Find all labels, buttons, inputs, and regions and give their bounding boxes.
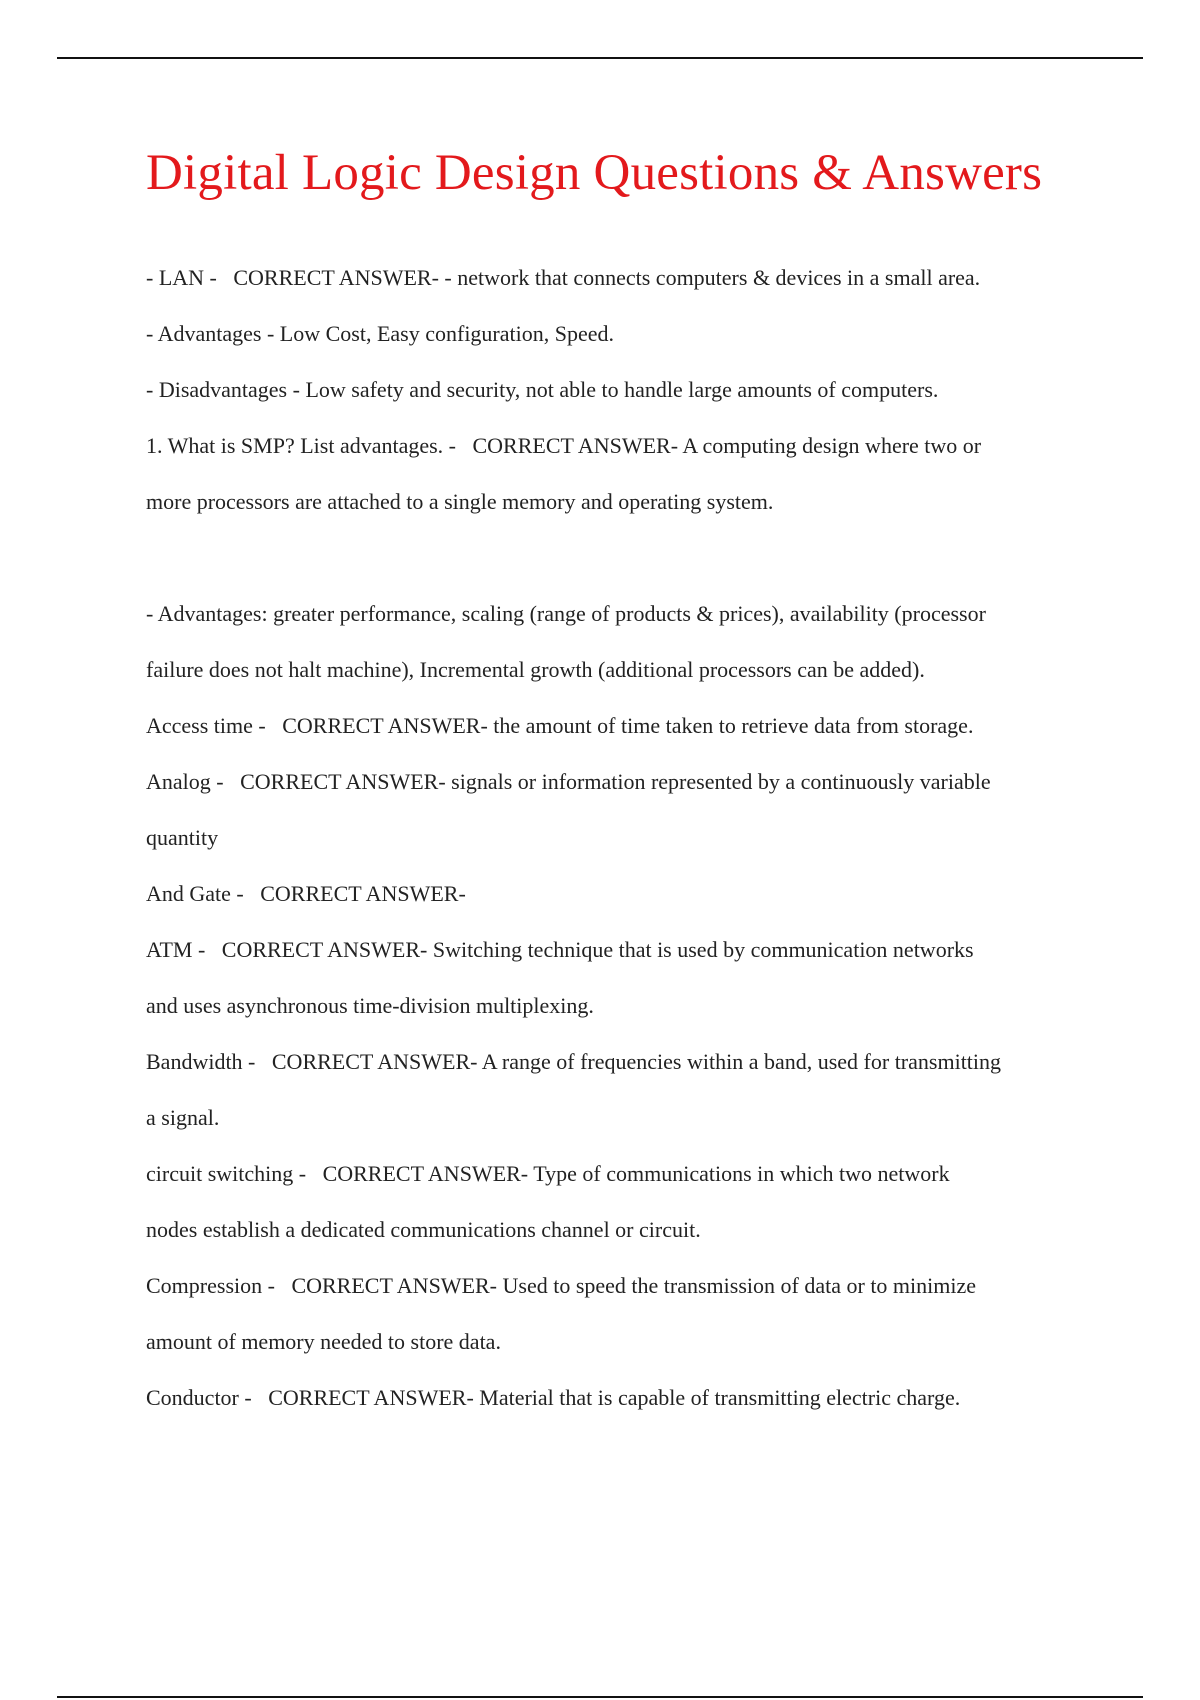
text-line: Access time - CORRECT ANSWER- the amount of time taken to retrieve data from storage. [146, 713, 974, 738]
document-title: Digital Logic Design Questions & Answers [146, 145, 1043, 201]
text-line: circuit switching - CORRECT ANSWER- Type of communications in which two network [146, 1161, 950, 1186]
text-line: - Advantages: greater performance, scaling (range of products & prices), availability (processor [146, 601, 986, 626]
text-line: Analog - CORRECT ANSWER- signals or information represented by a continuously variable [146, 769, 991, 794]
text-line: quantity [146, 825, 219, 850]
text-line: failure does not halt machine), Incremental growth (additional processors can be added). [146, 657, 925, 682]
text-line: a signal. [146, 1105, 220, 1130]
text-line: Bandwidth - CORRECT ANSWER- A range of frequencies within a band, used for transmitting [146, 1049, 1002, 1074]
text-line: amount of memory needed to store data. [146, 1329, 501, 1354]
text-line: - Advantages - Low Cost, Easy configuration, Speed. [146, 321, 615, 346]
text-line: more processors are attached to a single memory and operating system. [146, 489, 774, 514]
text-line: and uses asynchronous time-division multiplexing. [146, 993, 594, 1018]
document-body [146, 259, 1096, 1435]
top-divider [57, 57, 1143, 59]
bottom-divider [57, 1696, 1143, 1698]
text-line: And Gate - CORRECT ANSWER- [146, 881, 466, 906]
text-line: Compression - CORRECT ANSWER- Used to speed the transmission of data or to minimize [146, 1273, 977, 1298]
text-line: ATM - CORRECT ANSWER- Switching technique that is used by communication networks [146, 937, 974, 962]
text-line: nodes establish a dedicated communications channel or circuit. [146, 1217, 701, 1242]
text-line: Conductor - CORRECT ANSWER- Material that is capable of transmitting electric charge. [146, 1385, 961, 1410]
text-line: - LAN - CORRECT ANSWER- - network that connects computers & devices in a small area. [146, 265, 981, 290]
text-line: 1. What is SMP? List advantages. - CORRECT ANSWER- A computing design where two or [146, 433, 982, 458]
blank-line [146, 539, 1096, 595]
text-line: - Disadvantages - Low safety and security, not able to handle large amounts of computers. [146, 377, 939, 402]
